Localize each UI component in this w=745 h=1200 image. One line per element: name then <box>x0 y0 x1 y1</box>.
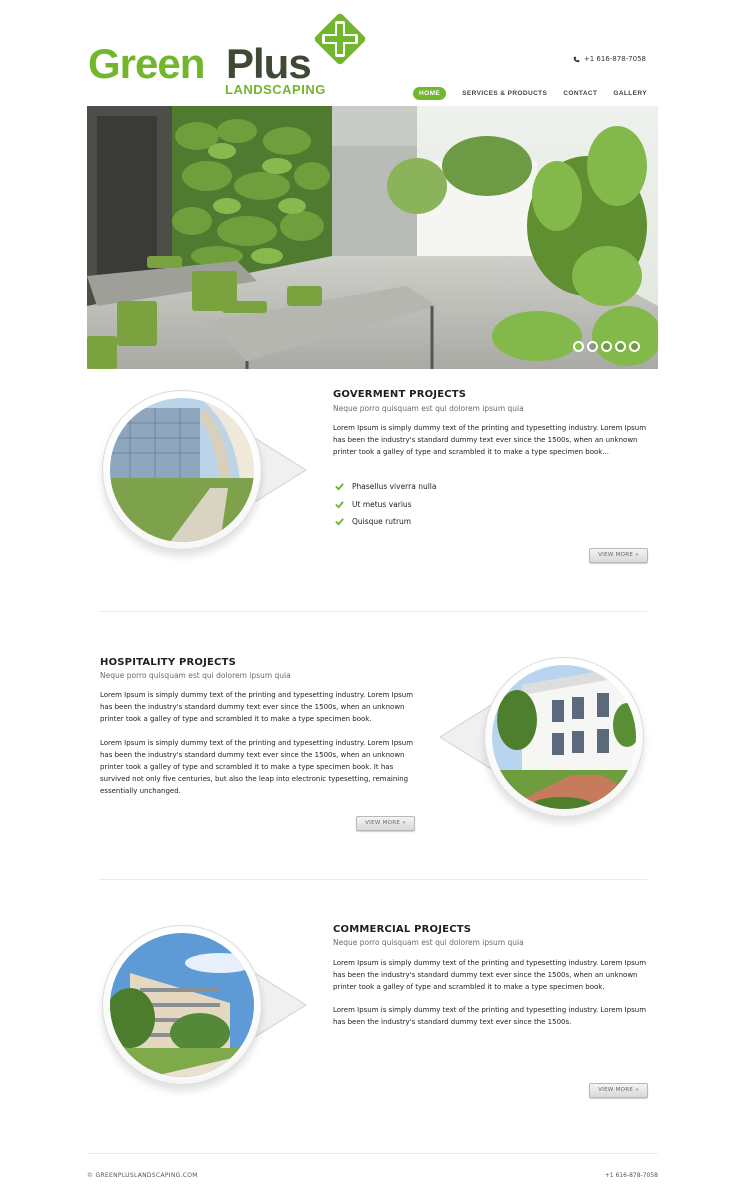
gov-subtitle: Neque porro quisquam est qui dolorem ipsum quia <box>333 404 524 413</box>
gov-body: Lorem Ipsum is simply dummy text of the printing and typesetting industry. Lorem Ipsum has been the industry's standard dummy text ever since the 1500s, when an unknown printer took a galley of type and scrambled it to make a type specimen book... <box>333 424 647 456</box>
footer-phone: +1 616-878-7058 <box>604 1172 658 1179</box>
nav-gallery[interactable]: GALLERY <box>613 90 647 97</box>
slider-dot-4[interactable] <box>615 341 626 352</box>
gov-view-more-button[interactable]: VIEW MORE » <box>589 548 648 563</box>
check-icon <box>335 482 344 491</box>
main-nav <box>413 87 647 100</box>
gov-checklist <box>335 478 436 531</box>
hospitality-view-more-button[interactable]: VIEW MORE » <box>356 816 415 831</box>
logo-word-green: Green <box>88 40 205 87</box>
slider-dots <box>573 341 640 352</box>
header-phone-number: +1 616-878-7058 <box>583 55 646 63</box>
nav-home[interactable]: HOME <box>413 87 446 100</box>
gov-project-image <box>102 390 312 575</box>
logo-word-plus: Plus <box>226 40 311 87</box>
header-phone[interactable] <box>573 55 646 63</box>
section-divider <box>99 611 647 612</box>
gov-photo <box>110 398 254 542</box>
nav-contact[interactable]: CONTACT <box>563 90 598 97</box>
slider-dot-2[interactable] <box>587 341 598 352</box>
checklist-item-label: Phasellus viverra nulla <box>352 482 437 492</box>
check-icon <box>335 517 344 526</box>
footer-divider <box>87 1153 658 1154</box>
logo-tagline: LANDSCAPING <box>225 82 326 97</box>
site-header <box>0 0 745 106</box>
commercial-project-image <box>102 925 312 1110</box>
slider-dot-1[interactable] <box>573 341 584 352</box>
hospitality-body-1: Lorem Ipsum is simply dummy text of the printing and typesetting industry. Lorem Ipsum has been the industry's standard dummy text ever since the 1500s, when an unknown printer took a galley of type and scrambled it to make a type specimen book. <box>100 691 414 723</box>
slider-dot-3[interactable] <box>601 341 612 352</box>
hero-slider[interactable] <box>87 106 658 369</box>
hospitality-project-image <box>438 657 648 842</box>
section-divider <box>99 879 647 880</box>
hospitality-title: HOSPITALITY PROJECTS <box>100 657 236 668</box>
checklist-item <box>335 496 436 514</box>
commercial-photo <box>110 933 254 1077</box>
hero-image <box>87 106 658 369</box>
checklist-item <box>335 513 436 531</box>
nav-services-products[interactable]: SERVICES & PRODUCTS <box>462 90 548 97</box>
commercial-subtitle: Neque porro quisquam est qui dolorem ipsum quia <box>333 938 524 947</box>
hospitality-subtitle: Neque porro quisquam est qui dolorem ipsum quia <box>100 671 291 680</box>
commercial-body-1: Lorem Ipsum is simply dummy text of the printing and typesetting industry. Lorem Ipsum has been the industry's standard dummy text ever since the 1500s, when an unknown printer took a galley of type and scrambled it to make a type specimen book. <box>333 959 647 991</box>
checklist-item-label: Ut metus varius <box>352 499 412 509</box>
commercial-view-more-button[interactable]: VIEW MORE » <box>589 1083 648 1098</box>
footer-copyright: © GREENPLUSLANDSCAPING.COM <box>87 1172 198 1179</box>
gov-title: GOVERMENT PROJECTS <box>333 389 467 400</box>
phone-icon <box>573 56 580 63</box>
checklist-item-label: Quisque rutrum <box>352 517 412 527</box>
logo[interactable] <box>88 12 378 102</box>
slider-dot-5[interactable] <box>629 341 640 352</box>
commercial-body-2: Lorem Ipsum is simply dummy text of the printing and typesetting industry. Lorem Ipsum has been the industry's standard dummy text ever since the 1500s. <box>333 1006 647 1026</box>
checklist-item <box>335 478 436 496</box>
hospitality-body-2: Lorem Ipsum is simply dummy text of the printing and typesetting industry. Lorem Ipsum has been the industry's standard dummy text ever since the 1500s, when an unknown printer took a galley of type and scrambled it to make a type specimen book. It has survived not only five centuries, but also the leap into electronic typesetting, remaining essentially unchanged. <box>100 739 414 795</box>
logo-plus-icon <box>313 12 367 66</box>
check-icon <box>335 500 344 509</box>
commercial-title: COMMERCIAL PROJECTS <box>333 924 472 935</box>
hospitality-photo <box>492 665 636 809</box>
